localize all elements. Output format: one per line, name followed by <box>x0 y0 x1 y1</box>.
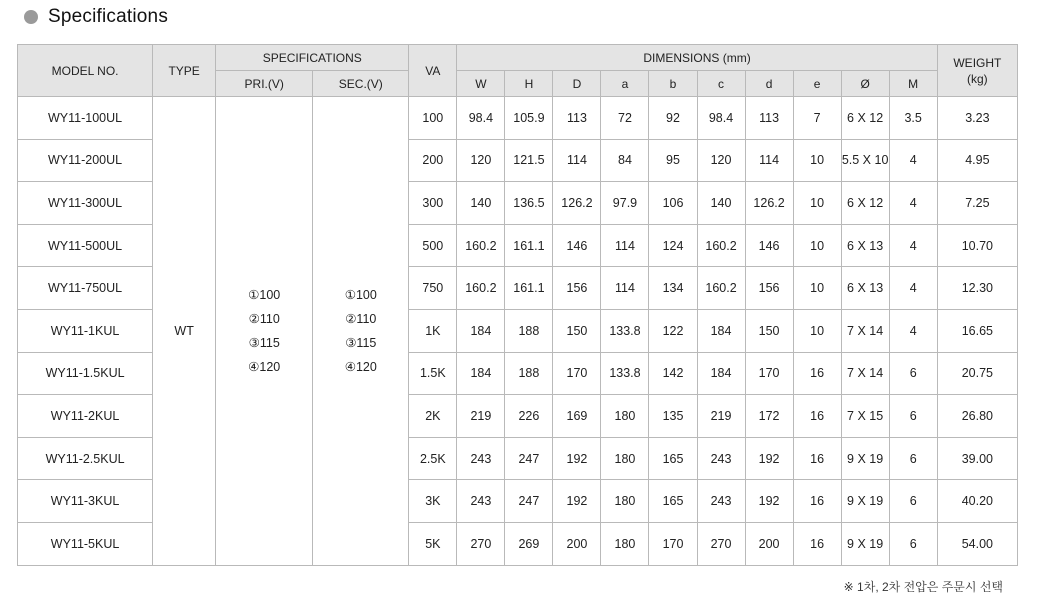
dimension-cell: 6 <box>889 522 937 565</box>
pri-voltage-option: ③115 <box>248 335 280 350</box>
dimension-cell: 156 <box>553 267 601 310</box>
page-header <box>24 6 168 28</box>
dimension-cell: 6 <box>889 480 937 523</box>
header-va: VA <box>409 45 457 97</box>
va-cell: 2K <box>409 395 457 438</box>
pri-voltage-option: ①100 <box>248 287 281 302</box>
dimension-cell: 126.2 <box>553 182 601 225</box>
dimension-cell: 92 <box>649 97 697 140</box>
model-cell: WY11-1.5KUL <box>18 352 153 395</box>
footnote: ※ 1차, 2차 전압은 주문시 선택 <box>843 580 1003 594</box>
dimension-cell: 180 <box>601 395 649 438</box>
dimension-cell: 219 <box>697 395 745 438</box>
model-cell: WY11-300UL <box>18 182 153 225</box>
dimension-cell: 5.5 X 10 <box>841 139 889 182</box>
model-cell: WY11-750UL <box>18 267 153 310</box>
dimension-cell: 7 X 15 <box>841 395 889 438</box>
dimension-cell: 172 <box>745 395 793 438</box>
dimension-cell: 180 <box>601 437 649 480</box>
dimension-cell: 106 <box>649 182 697 225</box>
dimension-cell: 6 <box>889 437 937 480</box>
dimension-cell: 161.1 <box>505 267 553 310</box>
sec-voltage-option: ③115 <box>345 335 377 350</box>
dimension-cell: 7 <box>793 97 841 140</box>
dimension-cell: 243 <box>457 480 505 523</box>
sec-voltage-option: ②110 <box>345 311 377 326</box>
va-cell: 750 <box>409 267 457 310</box>
dimension-cell: 184 <box>457 352 505 395</box>
dimension-cell: 95 <box>649 139 697 182</box>
dimension-cell: 184 <box>697 309 745 352</box>
header-specifications: SPECIFICATIONS <box>216 45 409 71</box>
dimension-cell: 113 <box>745 97 793 140</box>
dimension-cell: 169 <box>553 395 601 438</box>
dimension-cell: 184 <box>697 352 745 395</box>
dimension-cell: 16 <box>793 352 841 395</box>
va-cell: 1K <box>409 309 457 352</box>
pri-voltage-cell <box>216 97 313 566</box>
model-cell: WY11-500UL <box>18 224 153 267</box>
va-cell: 3K <box>409 480 457 523</box>
dimension-cell: 200 <box>745 522 793 565</box>
header-dim-col: b <box>649 71 697 97</box>
model-cell: WY11-3KUL <box>18 480 153 523</box>
header-weight-line1: WEIGHT <box>953 55 1002 70</box>
model-cell: WY11-2KUL <box>18 395 153 438</box>
dimension-cell: 270 <box>697 522 745 565</box>
dimension-cell: 122 <box>649 309 697 352</box>
va-cell: 5K <box>409 522 457 565</box>
dimension-cell: 133.8 <box>601 352 649 395</box>
dimension-cell: 10 <box>793 139 841 182</box>
dimension-cell: 3.5 <box>889 97 937 140</box>
dimension-cell: 6 X 13 <box>841 267 889 310</box>
weight-cell: 10.70 <box>937 224 1017 267</box>
dimension-cell: 243 <box>697 437 745 480</box>
dimension-cell: 114 <box>601 224 649 267</box>
dimension-cell: 170 <box>553 352 601 395</box>
dimension-cell: 4 <box>889 224 937 267</box>
bullet-icon <box>24 10 38 24</box>
dimension-cell: 97.9 <box>601 182 649 225</box>
header-weight <box>937 45 1017 97</box>
header-dim-col: Ø <box>841 71 889 97</box>
dimension-cell: 120 <box>697 139 745 182</box>
dimension-cell: 270 <box>457 522 505 565</box>
dimension-cell: 4 <box>889 267 937 310</box>
header-dim-col: W <box>457 71 505 97</box>
dimension-cell: 180 <box>601 480 649 523</box>
page-title: Specifications <box>48 6 169 27</box>
dimension-cell: 269 <box>505 522 553 565</box>
dimension-cell: 124 <box>649 224 697 267</box>
dimension-cell: 160.2 <box>697 224 745 267</box>
dimension-cell: 121.5 <box>505 139 553 182</box>
dimension-cell: 160.2 <box>457 267 505 310</box>
weight-cell: 3.23 <box>937 97 1017 140</box>
weight-cell: 12.30 <box>937 267 1017 310</box>
dimension-cell: 6 <box>889 395 937 438</box>
model-cell: WY11-5KUL <box>18 522 153 565</box>
weight-cell: 4.95 <box>937 139 1017 182</box>
va-cell: 200 <box>409 139 457 182</box>
model-cell: WY11-2.5KUL <box>18 437 153 480</box>
pri-voltage-option: ②110 <box>248 311 280 326</box>
dimension-cell: 114 <box>745 139 793 182</box>
dimension-cell: 142 <box>649 352 697 395</box>
type-cell: WT <box>153 97 216 566</box>
dimension-cell: 72 <box>601 97 649 140</box>
dimension-cell: 114 <box>601 267 649 310</box>
header-weight-line2: (kg) <box>967 71 988 86</box>
dimension-cell: 160.2 <box>697 267 745 310</box>
dimension-cell: 9 X 19 <box>841 522 889 565</box>
header-model: MODEL NO. <box>18 45 153 97</box>
dimension-cell: 247 <box>505 480 553 523</box>
dimension-cell: 10 <box>793 267 841 310</box>
va-cell: 100 <box>409 97 457 140</box>
dimension-cell: 184 <box>457 309 505 352</box>
dimension-cell: 4 <box>889 309 937 352</box>
sec-voltage-option: ④120 <box>344 359 377 374</box>
dimension-cell: 134 <box>649 267 697 310</box>
dimension-cell: 150 <box>553 309 601 352</box>
weight-cell: 16.65 <box>937 309 1017 352</box>
model-cell: WY11-1KUL <box>18 309 153 352</box>
dimension-cell: 16 <box>793 395 841 438</box>
header-dim-col: c <box>697 71 745 97</box>
dimension-cell: 243 <box>697 480 745 523</box>
weight-cell: 7.25 <box>937 182 1017 225</box>
dimension-cell: 188 <box>505 352 553 395</box>
header-dim-col: H <box>505 71 553 97</box>
va-cell: 1.5K <box>409 352 457 395</box>
dimension-cell: 6 X 12 <box>841 97 889 140</box>
dimension-cell: 126.2 <box>745 182 793 225</box>
dimension-cell: 98.4 <box>697 97 745 140</box>
dimension-cell: 7 X 14 <box>841 352 889 395</box>
weight-cell: 39.00 <box>937 437 1017 480</box>
dimension-cell: 4 <box>889 182 937 225</box>
va-cell: 2.5K <box>409 437 457 480</box>
dimension-cell: 136.5 <box>505 182 553 225</box>
dimension-cell: 192 <box>553 480 601 523</box>
dimension-cell: 247 <box>505 437 553 480</box>
dimension-cell: 192 <box>553 437 601 480</box>
weight-cell: 26.80 <box>937 395 1017 438</box>
header-pri: PRI.(V) <box>216 71 313 97</box>
header-sec: SEC.(V) <box>313 71 409 97</box>
sec-voltage-option: ①100 <box>344 287 377 302</box>
header-dim-col: d <box>745 71 793 97</box>
dimension-cell: 10 <box>793 182 841 225</box>
dimension-cell: 133.8 <box>601 309 649 352</box>
dimension-cell: 9 X 19 <box>841 480 889 523</box>
dimension-cell: 243 <box>457 437 505 480</box>
dimension-cell: 10 <box>793 309 841 352</box>
va-cell: 300 <box>409 182 457 225</box>
dimension-cell: 188 <box>505 309 553 352</box>
dimension-cell: 120 <box>457 139 505 182</box>
header-dim-col: a <box>601 71 649 97</box>
specifications-table <box>17 44 1018 566</box>
model-cell: WY11-200UL <box>18 139 153 182</box>
dimension-cell: 226 <box>505 395 553 438</box>
dimension-cell: 6 X 13 <box>841 224 889 267</box>
dimension-cell: 140 <box>457 182 505 225</box>
dimension-cell: 146 <box>553 224 601 267</box>
dimension-cell: 105.9 <box>505 97 553 140</box>
dimension-cell: 114 <box>553 139 601 182</box>
pri-voltage-option: ④120 <box>248 359 281 374</box>
dimension-cell: 84 <box>601 139 649 182</box>
dimension-cell: 16 <box>793 522 841 565</box>
dimension-cell: 192 <box>745 480 793 523</box>
dimension-cell: 7 X 14 <box>841 309 889 352</box>
dimension-cell: 165 <box>649 437 697 480</box>
dimension-cell: 170 <box>745 352 793 395</box>
header-type: TYPE <box>153 45 216 97</box>
dimension-cell: 156 <box>745 267 793 310</box>
dimension-cell: 140 <box>697 182 745 225</box>
dimension-cell: 200 <box>553 522 601 565</box>
dimension-cell: 180 <box>601 522 649 565</box>
header-dim-col: D <box>553 71 601 97</box>
dimension-cell: 170 <box>649 522 697 565</box>
header-dimensions: DIMENSIONS (mm) <box>457 45 937 71</box>
dimension-cell: 6 X 12 <box>841 182 889 225</box>
dimension-cell: 9 X 19 <box>841 437 889 480</box>
dimension-cell: 10 <box>793 224 841 267</box>
dimension-cell: 16 <box>793 437 841 480</box>
dimension-cell: 135 <box>649 395 697 438</box>
dimension-cell: 6 <box>889 352 937 395</box>
sec-voltage-cell <box>313 97 409 566</box>
header-dim-col: e <box>793 71 841 97</box>
table-row <box>18 97 1018 140</box>
dimension-cell: 150 <box>745 309 793 352</box>
dimension-cell: 98.4 <box>457 97 505 140</box>
dimension-cell: 160.2 <box>457 224 505 267</box>
dimension-cell: 165 <box>649 480 697 523</box>
dimension-cell: 4 <box>889 139 937 182</box>
model-cell: WY11-100UL <box>18 97 153 140</box>
weight-cell: 20.75 <box>937 352 1017 395</box>
dimension-cell: 16 <box>793 480 841 523</box>
va-cell: 500 <box>409 224 457 267</box>
dimension-cell: 113 <box>553 97 601 140</box>
dimension-cell: 161.1 <box>505 224 553 267</box>
weight-cell: 40.20 <box>937 480 1017 523</box>
dimension-cell: 219 <box>457 395 505 438</box>
weight-cell: 54.00 <box>937 522 1017 565</box>
dimension-cell: 146 <box>745 224 793 267</box>
dimension-cell: 192 <box>745 437 793 480</box>
header-dim-col: M <box>889 71 937 97</box>
